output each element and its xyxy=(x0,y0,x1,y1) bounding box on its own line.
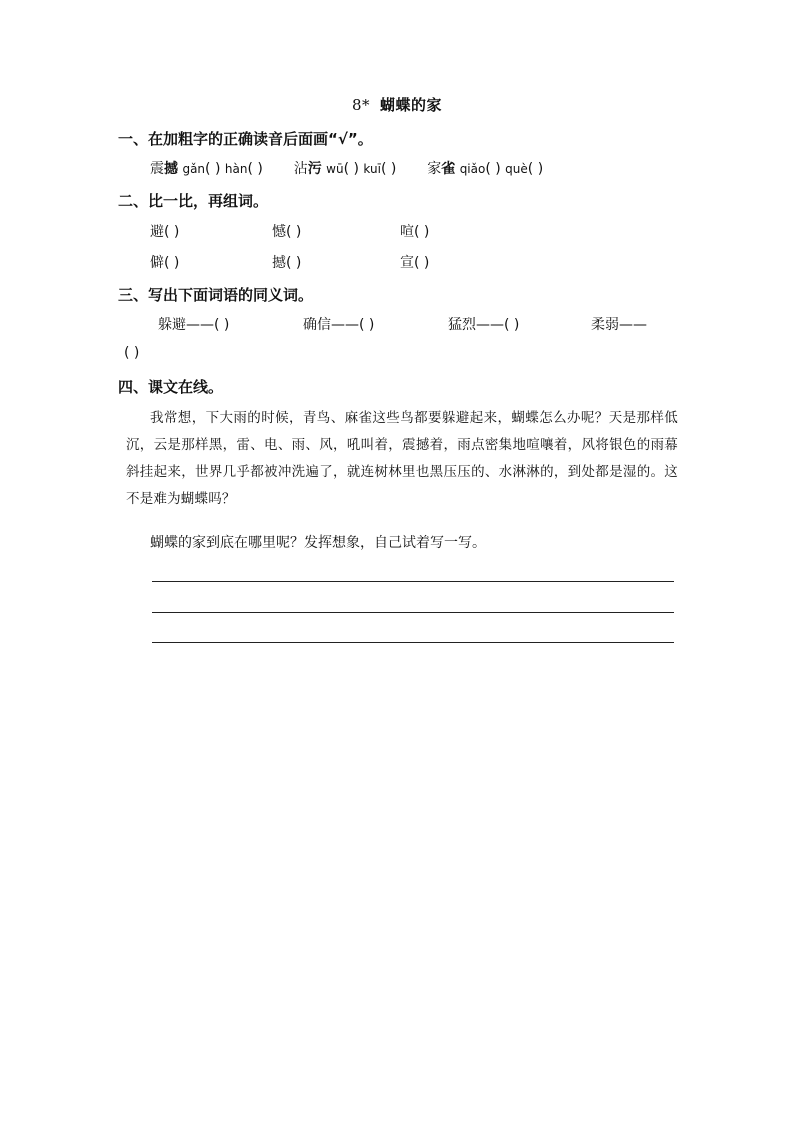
pinyin-option: què xyxy=(505,162,528,176)
writing-line-1[interactable] xyxy=(152,581,674,582)
writing-line-3[interactable] xyxy=(152,642,674,643)
answer-blank[interactable]: ( ) xyxy=(414,255,430,271)
compare-char: 僻 xyxy=(150,255,164,271)
compare-char: 喧 xyxy=(400,224,414,240)
answer-blank[interactable]: ——( ) xyxy=(331,317,375,333)
lesson-title: 蝴蝶的家 xyxy=(380,96,443,114)
section-4-heading: 四、课文在线。 xyxy=(118,378,224,396)
page-title xyxy=(0,94,794,115)
writing-line-2[interactable] xyxy=(152,612,674,613)
answer-blank[interactable]: ( ) xyxy=(164,224,180,240)
answer-blank[interactable]: ( ) xyxy=(247,161,263,177)
section-1-heading: 一、在加粗字的正确读音后面画“√”。 xyxy=(118,130,373,148)
lesson-number: 8* xyxy=(351,96,371,114)
synonym-word: 柔弱 xyxy=(591,317,619,333)
section-2-heading: 二、比一比，再组词。 xyxy=(118,192,269,210)
compare-char: 憾 xyxy=(272,224,286,240)
pinyin-group-3: 家雀 qiǎo( ) què( ) xyxy=(427,161,544,177)
synonym-wrap-blank[interactable]: ( ) xyxy=(124,345,140,361)
answer-blank[interactable]: ——( ) xyxy=(186,317,230,333)
pinyin-group-1: 震撼 gǎn( ) hàn( ) xyxy=(150,161,263,177)
answer-blank[interactable]: ( ) xyxy=(205,161,221,177)
answer-blank[interactable]: ( ) xyxy=(414,224,430,240)
answer-blank[interactable]: ( ) xyxy=(527,161,544,177)
answer-blank[interactable]: ( ) xyxy=(380,161,397,177)
answer-blank[interactable]: ( ) xyxy=(485,161,501,177)
pinyin-option: kuī xyxy=(363,162,381,176)
pinyin-option: wū xyxy=(326,162,344,176)
compare-char: 避 xyxy=(150,224,164,240)
answer-blank[interactable]: ( ) xyxy=(286,255,302,271)
pinyin-option: qiǎo xyxy=(459,162,486,176)
synonym-word: 确信 xyxy=(303,317,331,333)
compare-row-1 xyxy=(150,221,429,241)
pinyin-group-2: 沾污 wū( ) kuī( ) xyxy=(293,161,397,177)
writing-prompt: 蝴蝶的家到底在哪里呢？发挥想象，自己试着写一写。 xyxy=(150,535,486,551)
answer-blank[interactable]: ( ) xyxy=(286,224,302,240)
answer-blank[interactable]: ——( ) xyxy=(476,317,520,333)
compare-char: 宣 xyxy=(400,255,414,271)
passage-paragraph: 我常想，下大雨的时候，青鸟、麻雀这些鸟都要躲避起来，蝴蝶怎么办呢？天是那样低沉，云是那样黑，雷、电、雨、风，吼叫着，震撼着，雨点密集地喧嚷着，风将银色的雨幕斜挂起来，世界几乎都被冲洗遍了，就连树林里也黑压压的、水淋淋的，到处都是湿的。这不是难为蝴蝶吗？ xyxy=(126,410,678,507)
synonym-word: 猛烈 xyxy=(448,317,476,333)
answer-blank[interactable]: ( ) xyxy=(164,255,180,271)
compare-row-2 xyxy=(150,252,429,272)
answer-blank[interactable]: ( ) xyxy=(343,161,359,177)
synonym-row: 躲避——( ) 确信——( ) 猛烈——( ) 柔弱—— xyxy=(158,317,647,333)
pinyin-option: gǎn xyxy=(182,162,206,176)
synonym-word: 躲避 xyxy=(158,317,186,333)
section-1-pinyin-row xyxy=(150,158,543,178)
compare-char: 撼 xyxy=(272,255,286,271)
section-3-heading: 三、写出下面词语的同义词。 xyxy=(118,286,314,304)
pinyin-option: hàn xyxy=(224,162,248,176)
